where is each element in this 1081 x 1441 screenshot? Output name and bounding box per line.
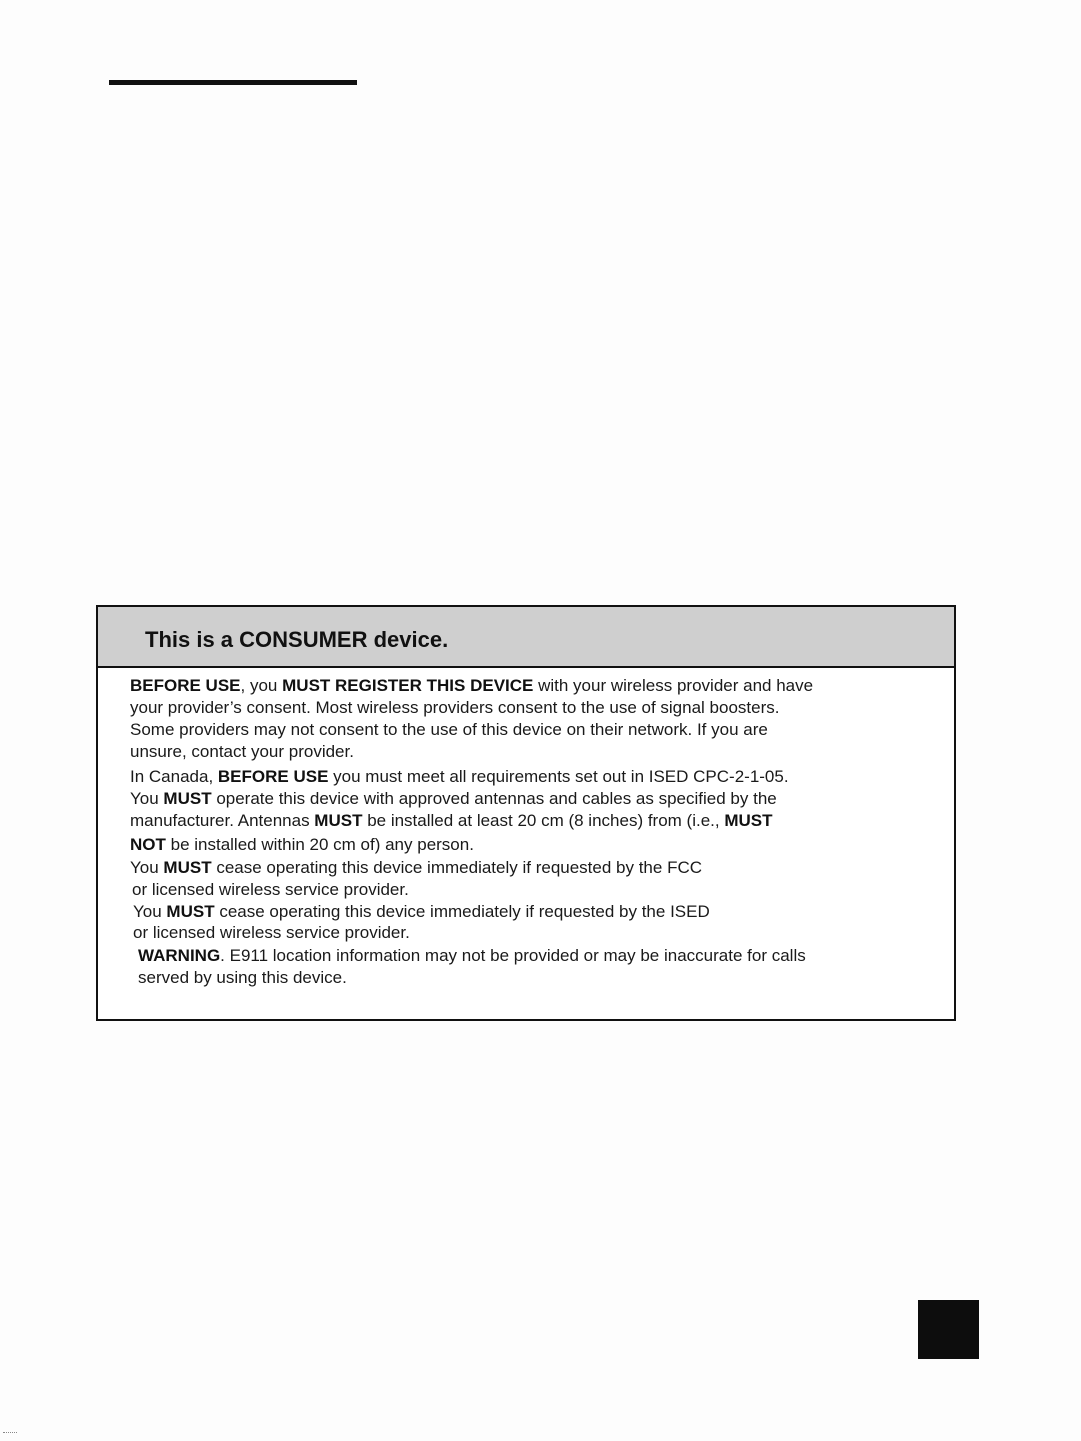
notice-header — [98, 607, 954, 668]
notice-line — [130, 810, 773, 832]
notice-text: you must meet all requirements set out in ISED CPC-2-1-05. — [328, 767, 789, 786]
notice-line — [138, 945, 806, 967]
notice-text: Some providers may not consent to the use of this device on their network. If you are — [130, 720, 768, 739]
notice-line — [130, 697, 779, 719]
notice-line — [130, 766, 789, 788]
corner-mark — [3, 1432, 17, 1435]
notice-line — [130, 834, 474, 856]
notice-line — [133, 922, 410, 944]
notice-emphasis: MUST — [163, 858, 212, 877]
notice-emphasis: BEFORE USE — [217, 767, 329, 786]
notice-text: or licensed wireless service provider. — [133, 923, 410, 942]
notice-line — [130, 857, 702, 879]
page-tab-marker — [918, 1300, 979, 1359]
notice-text: You — [130, 789, 164, 808]
notice-emphasis: MUST — [166, 902, 215, 921]
notice-line — [130, 719, 768, 741]
notice-text: , you — [240, 676, 283, 695]
notice-line — [132, 879, 409, 901]
notice-text: . E911 location information may not be provided or may be inaccurate for calls — [220, 946, 806, 965]
notice-text: served by using this device. — [138, 968, 347, 987]
notice-line — [138, 967, 347, 989]
notice-emphasis: MUST — [163, 789, 212, 808]
notice-text: unsure, contact your provider. — [130, 742, 354, 761]
consumer-device-notice — [96, 605, 956, 1021]
notice-line — [133, 901, 710, 923]
notice-emphasis: NOT — [130, 835, 166, 854]
notice-text: You — [133, 902, 167, 921]
notice-text: manufacturer. Antennas — [130, 811, 315, 830]
notice-emphasis: WARNING — [138, 946, 221, 965]
notice-text: your provider’s consent. Most wireless providers consent to the use of signal boosters. — [130, 698, 780, 717]
notice-text: be installed at least 20 cm (8 inches) from (i.e., — [362, 811, 725, 830]
notice-text: operate this device with approved antennas and cables as specified by the — [211, 789, 777, 808]
notice-text: with your wireless provider and have — [533, 676, 814, 695]
notice-title: This is a CONSUMER device. — [145, 627, 449, 652]
notice-text: You — [130, 858, 164, 877]
notice-text: cease operating this device immediately if requested by the FCC — [211, 858, 703, 877]
notice-line — [130, 788, 777, 810]
notice-line — [130, 741, 354, 763]
notice-text: cease operating this device immediately if requested by the ISED — [214, 902, 710, 921]
notice-text: be installed within 20 cm of) any person. — [165, 835, 474, 854]
notice-text: or licensed wireless service provider. — [132, 880, 409, 899]
notice-emphasis: MUST — [724, 811, 773, 830]
notice-text: In Canada, — [130, 767, 218, 786]
notice-emphasis: MUST REGISTER THIS DEVICE — [282, 676, 534, 695]
notice-emphasis: BEFORE USE — [130, 676, 241, 695]
notice-line — [130, 675, 813, 697]
header-rule — [109, 80, 357, 85]
notice-emphasis: MUST — [314, 811, 363, 830]
